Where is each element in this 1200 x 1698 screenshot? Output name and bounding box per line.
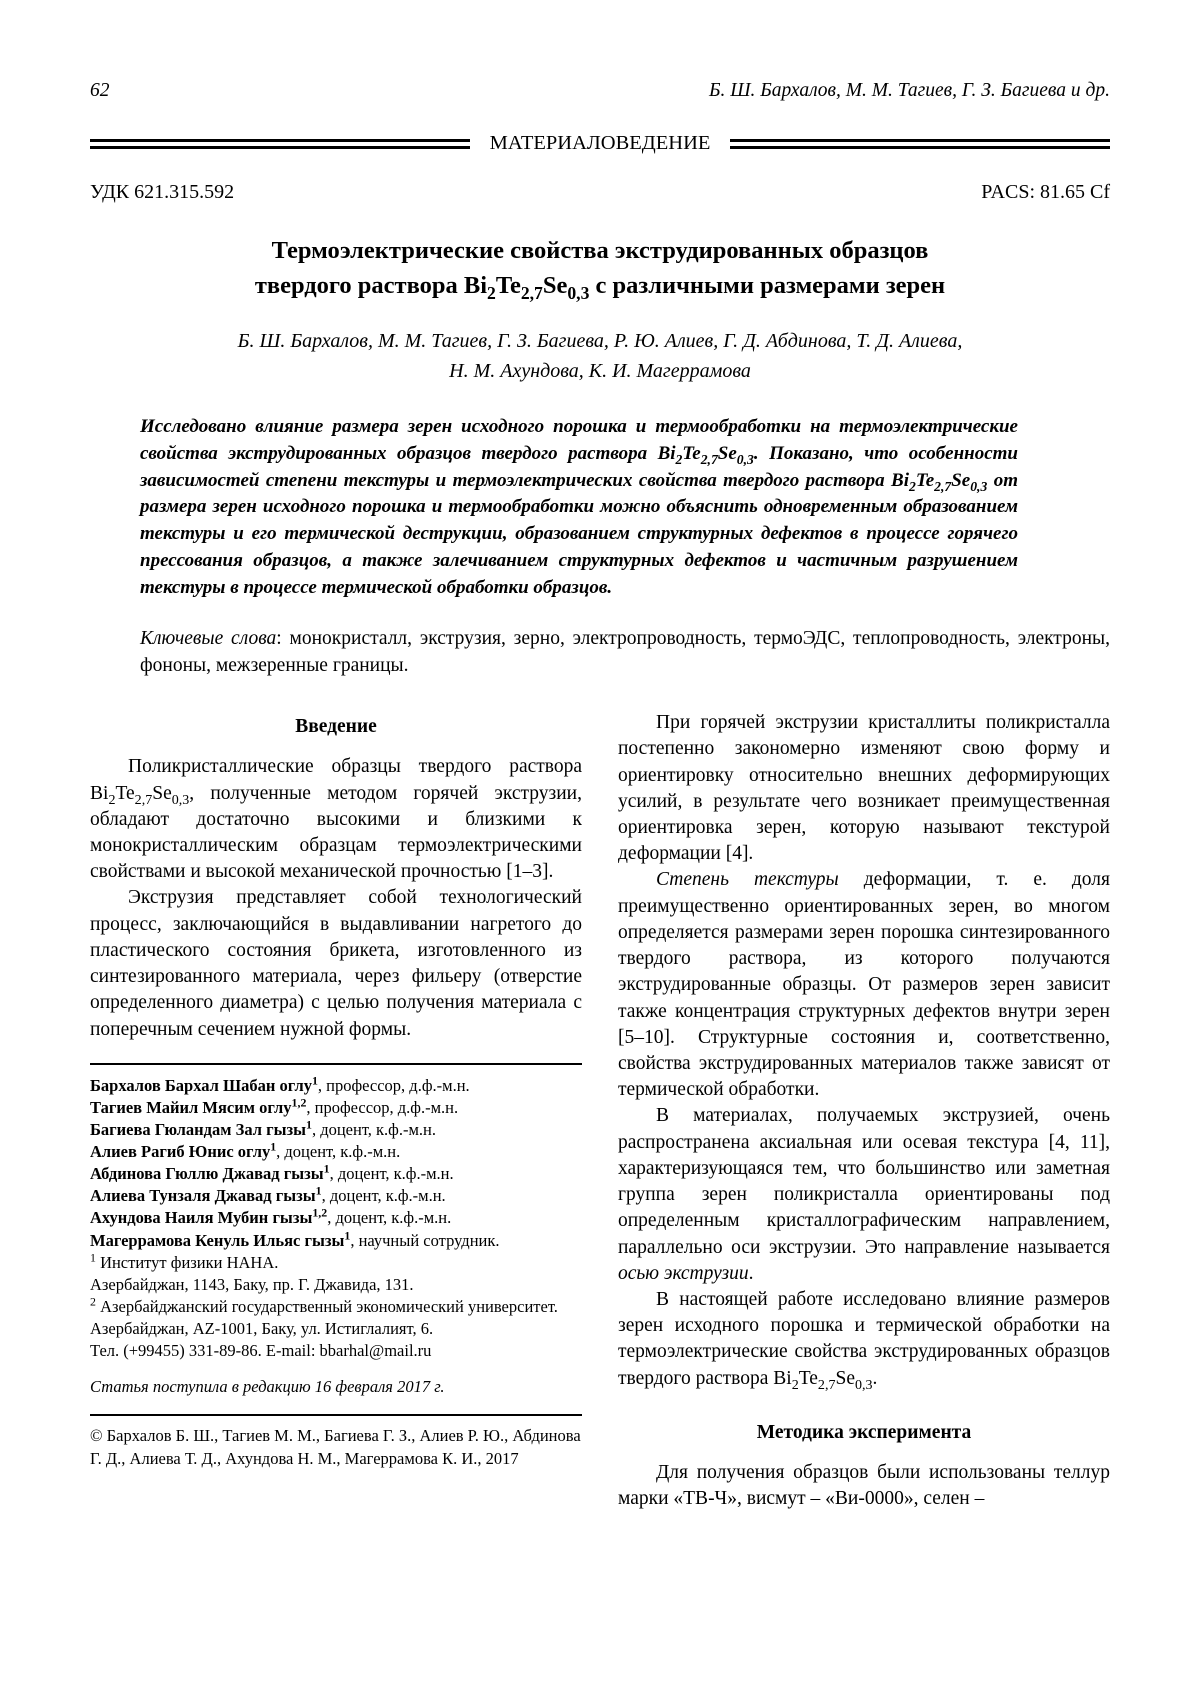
- affiliation-author: [90, 1075, 582, 1097]
- copyright-note: © Бархалов Б. Ш., Тагиев М. М., Багиева Г. З., Алиев Р. Ю., Абдинова Г. Д., Алиева Т. Д., Ахундова Н. М., Магеррамова К. И., 2017: [90, 1414, 582, 1469]
- section-heading-introduction: Введение: [295, 716, 377, 738]
- article-title: Термоэлектрические свойства экструдированных образцов твердого раствора $Bi_2Te_{2,7}Se_{0,3}$ с различными размерами зерен: [254, 237, 946, 303]
- affiliation-author: [90, 1097, 582, 1119]
- affiliation-address: Азербайджан, AZ-1001, Баку, ул. Истиглалият, 6.: [90, 1318, 434, 1338]
- paragraph: В настоящей работе исследовано влияние размеров зерен исходного порошка и термической обработки на термоэлектрические свойства экструдированных образцов твердого раствора $Bi_2Te_{2,7}Se_{0,3}$.: [618, 1288, 1110, 1393]
- affiliation-author: [90, 1163, 582, 1185]
- affiliation-author-role: , доцент, к.ф.-м.н.: [329, 1164, 454, 1184]
- affiliation-author: [90, 1230, 582, 1252]
- paragraph: Степень текстуры деформации, т. е. доля преимущественно ориентированных зерен, во многом определяется размерами зерен порошка синтезированного твердого раствора, из которого получаются экструдированные образцы. От размеров зерен зависит также концентрация структурных дефектов внутри зерен [5–10]. Структурные состояния и, соответственно, свойства экструдированных материалов также зависят от термической обработки.: [618, 869, 1110, 1101]
- affiliation-author: [90, 1141, 582, 1163]
- affiliation-author-name: Тагиев Майил Мясим оглу$^{1,2}$: [90, 1095, 307, 1117]
- left-column: [90, 710, 582, 1512]
- section-heading-methods: Методика эксперимента: [756, 1421, 972, 1443]
- affiliation-author: [90, 1207, 582, 1229]
- affiliation-author-name: Магеррамова Кенуль Ильяс гызы$^1$: [90, 1228, 351, 1250]
- keywords: Ключевые слова: монокристалл, экструзия, зерно, электропроводность, термоЭДС, теплопроводность, электроны, фононы, межзеренные границы.: [140, 628, 1110, 677]
- classification-codes: [90, 181, 1110, 204]
- affiliation-author: [90, 1119, 582, 1141]
- right-column: [618, 710, 1110, 1512]
- pacs-code: PACS: 81.65 Cf: [981, 181, 1110, 203]
- affiliation-author-role: , профессор, д.ф.-м.н.: [317, 1075, 470, 1095]
- affiliation-institution: $^2$ Азербайджанский государственный экономический университет.: [90, 1294, 558, 1316]
- affiliation-contact: Тел. (+99455) 331-89-86. E-mail: bbarhal@mail.ru: [90, 1341, 432, 1361]
- paragraph: В материалах, получаемых экструзией, очень распространена аксиальная или осевая текстура [4, 11], характеризующаяся тем, что большинство или заметная группа зерен поликристалла ориентированы под определенным кристаллографическим направлением, параллельно оси экструзии. Это направление называется осью экструзии.: [618, 1105, 1110, 1284]
- affiliation-author-role: , профессор, д.ф.-м.н.: [306, 1097, 459, 1117]
- affiliation-author-name: Алиева Тунзаля Джавад гызы$^1$: [90, 1183, 322, 1206]
- affiliation-author: [90, 1185, 582, 1207]
- running-head-authors: Б. Ш. Бархалов, М. М. Тагиев, Г. З. Багиева и др.: [708, 80, 1110, 101]
- udk-code: УДК 621.315.592: [90, 181, 235, 203]
- affiliation-author-name: Абдинова Гюллю Джавад гызы$^1$: [90, 1161, 330, 1184]
- affiliation-institution: $^1$ Институт физики НАНА.: [90, 1250, 279, 1272]
- affiliation-author-name: Бархалов Бархал Шабан оглу$^1$: [90, 1073, 318, 1095]
- two-column-body: [90, 710, 1110, 1512]
- affiliation-author-role: , доцент, к.ф.-м.н.: [327, 1208, 452, 1228]
- journal-section-name: МАТЕРИАЛОВЕДЕНИЕ: [489, 132, 711, 154]
- paragraph: При горячей экструзии кристаллиты поликристалла постепенно закономерно изменяют свою форму и ориентировку относительно внешних деформирующих усилий, в результате чего возникает преимущественная ориентировка зерен, которую называют текстурой деформации [4].: [618, 712, 1110, 865]
- banner-rule-left: [90, 139, 470, 149]
- affiliation-author-name: Алиев Рагиб Юнис оглу$^1$: [90, 1139, 277, 1162]
- affiliation-author-role: , доцент, к.ф.-м.н.: [321, 1186, 446, 1206]
- affiliation-address: Азербайджан, 1143, Баку, пр. Г. Джавида, 131.: [90, 1274, 414, 1294]
- author-affiliations-footnote: [90, 1063, 582, 1362]
- abstract: Исследовано влияние размера зерен исходного порошка и термообработки на термоэлектрические свойства экструдированных образцов твердого раствора $Bi_2Te_{2,7}Se_{0,3}$. Показано, что особенности зависимостей степени текстуры и термоэлектрических свойства твердого раствора $Bi_2Te_{2,7}Se_{0,3}$ от размера зерен исходного порошка и термообработки можно объяснить одновременным образованием текстуры и его термической деструкции, образованием структурных дефектов в процессе горячего прессования образцов, а также залечиванием структурных дефектов и частичным разрушением текстуры в процессе термической обработки образцов.: [140, 415, 1018, 599]
- affiliation-author-name: Ахундова Наиля Мубин гызы$^{1,2}$: [90, 1205, 328, 1228]
- affiliation-author-name: Багиева Гюландам Зал гызы$^1$: [90, 1117, 312, 1139]
- page-number: 62: [90, 80, 110, 101]
- paragraph: Поликристаллические образцы твердого раствора $Bi_2Te_{2,7}Se_{0,3}$, полученные методом горячей экструзии, обладают достаточно высокими и близкими к монокристаллическим образцам термоэлектрическими свойствами и высокой механической прочностью [1–3].: [90, 756, 582, 883]
- affiliation-author-role: , доцент, к.ф.-м.н.: [276, 1142, 401, 1162]
- article-authors: Б. Ш. Бархалов, М. М. Тагиев, Г. З. Багиева, Р. Ю. Алиев, Г. Д. Абдинова, Т. Д. Алиева, Н. М. Ахундова, К. И. Магеррамова: [237, 329, 963, 382]
- affiliation-author-role: , научный сотрудник.: [350, 1230, 500, 1250]
- paragraph: Для получения образцов были использованы теллур марки «ТВ-Ч», висмут – «Ви-0000», селен –: [618, 1462, 1110, 1510]
- affiliation-author-role: , доцент, к.ф.-м.н.: [311, 1120, 437, 1139]
- banner-rule-right: [730, 139, 1110, 149]
- section-banner: [90, 132, 1110, 155]
- running-head: [90, 80, 1110, 102]
- received-date-note: Статья поступила в редакцию 16 февраля 2017 г.: [90, 1377, 445, 1397]
- paragraph: Экструзия представляет собой технологический процесс, заключающийся в выдавливании нагретого до пластического состояния брикета, изготовленного из синтезированного материала, через фильеру (отверстие определенного диаметра) с целью получения материала с поперечным сечением нужной формы.: [90, 887, 582, 1040]
